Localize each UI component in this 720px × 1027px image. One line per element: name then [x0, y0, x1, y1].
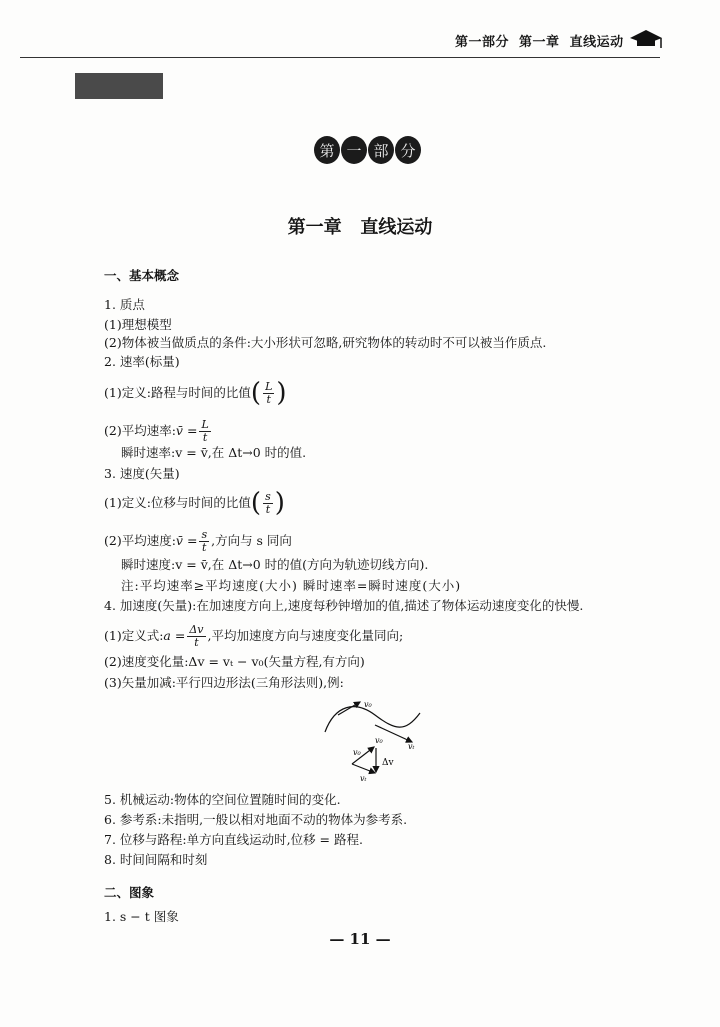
text-line: 4. 加速度(矢量):在加速度方向上,速度每秒钟增加的值,描述了物体运动速度变化的快慢.: [104, 598, 584, 613]
fraction: [199, 529, 209, 554]
denominator: t: [194, 635, 199, 649]
text-line: 6. 参考系:未指明,一般以相对地面不动的物体为参考系.: [104, 812, 408, 827]
fraction: [199, 419, 210, 444]
note-line: 注:平均速率≥平均速度(大小) 瞬时速率=瞬时速度(大小): [121, 578, 462, 593]
label: v₀: [353, 748, 361, 757]
numerator: s: [265, 489, 271, 503]
text: (1)定义:路程与时间的比值: [104, 385, 251, 400]
text-line: 1. s − t 图象: [104, 909, 179, 924]
formula-line: (1)定义:路程与时间的比值 ( $\frac{L}{t}$ ): [104, 378, 287, 408]
text-line: 瞬时速率:v = v̄,在 Δt→0 时的值.: [121, 445, 307, 460]
text-line: 2. 速率(标量): [104, 354, 180, 369]
text: (2)平均速率:: [104, 423, 176, 438]
part-title-char: 第: [314, 136, 340, 164]
part-title-char: 一: [341, 136, 367, 164]
part-title-char: 部: [368, 136, 394, 164]
running-header: 第一部分 第一章 直线运动: [455, 35, 624, 50]
denominator: t: [202, 540, 207, 554]
part-title: [314, 136, 421, 164]
text-line: 7. 位移与路程:单方向直线运动时,位移 = 路程.: [104, 832, 363, 847]
text: (2)平均速度:: [104, 533, 176, 548]
text: ,平均加速度方向与速度变化量同向;: [207, 628, 404, 643]
text-line: 瞬时速度:v = v̄,在 Δt→0 时的值(方向为轨迹切线方向).: [121, 557, 429, 572]
formula-line: [104, 417, 213, 444]
label: vₜ: [408, 742, 415, 751]
fraction: [263, 491, 273, 516]
equation: v̄ =: [175, 533, 198, 548]
label: vₜ: [360, 774, 367, 783]
page-number: — 11 —: [329, 930, 391, 948]
triangle-vt: [352, 764, 375, 773]
equation: v̄ =: [175, 423, 198, 438]
numerator: Δv: [189, 622, 204, 636]
text-line: 3. 速度(矢量): [104, 466, 180, 481]
numerator: L: [265, 379, 273, 393]
header-rule: [20, 57, 660, 58]
part-title-char: 分: [395, 136, 421, 164]
text-line: 1. 质点: [104, 297, 145, 312]
denominator: t: [265, 502, 271, 516]
formula-line: [104, 527, 292, 554]
numerator: L: [201, 417, 209, 431]
section-banner: [75, 73, 163, 99]
formula-line: (1)定义:位移与时间的比值 ( $\frac{s}{t}$ ): [104, 488, 285, 518]
label: v₀: [375, 736, 383, 745]
text-line: 5. 机械运动:物体的空间位置随时间的变化.: [104, 792, 341, 807]
section-heading: 二、图象: [104, 885, 155, 900]
v0-arrow: [338, 702, 360, 715]
text-line: (3)矢量加减:平行四边形法(三角形法则),例:: [104, 675, 344, 690]
label: v₀: [364, 700, 372, 709]
graduation-cap-icon: [628, 26, 664, 50]
formula-line: [104, 622, 404, 649]
denominator: t: [266, 392, 271, 406]
fraction: [263, 381, 274, 406]
vector-diagram: [320, 695, 430, 785]
text-line: (2)速度变化量:Δv = vₜ − v₀(矢量方程,有方向): [104, 654, 365, 669]
text-line: (1)理想模型: [104, 317, 172, 332]
chapter-title: 第一章 直线运动: [287, 217, 433, 238]
section-heading: 一、基本概念: [104, 268, 180, 283]
numerator: s: [201, 527, 208, 541]
label: Δv: [382, 758, 394, 768]
trajectory-curve: [325, 707, 420, 732]
fraction: [187, 624, 205, 649]
text: (1)定义式:: [104, 628, 164, 643]
text: (1)定义:位移与时间的比值: [104, 495, 251, 510]
equation: a =: [163, 628, 186, 643]
text-line: 8. 时间间隔和时刻: [104, 852, 208, 867]
denominator: t: [202, 430, 208, 444]
text: ,方向与 s 同向: [211, 533, 292, 548]
text-line: (2)物体被当做质点的条件:大小形状可忽略,研究物体的转动时不可以被当作质点.: [104, 335, 547, 350]
